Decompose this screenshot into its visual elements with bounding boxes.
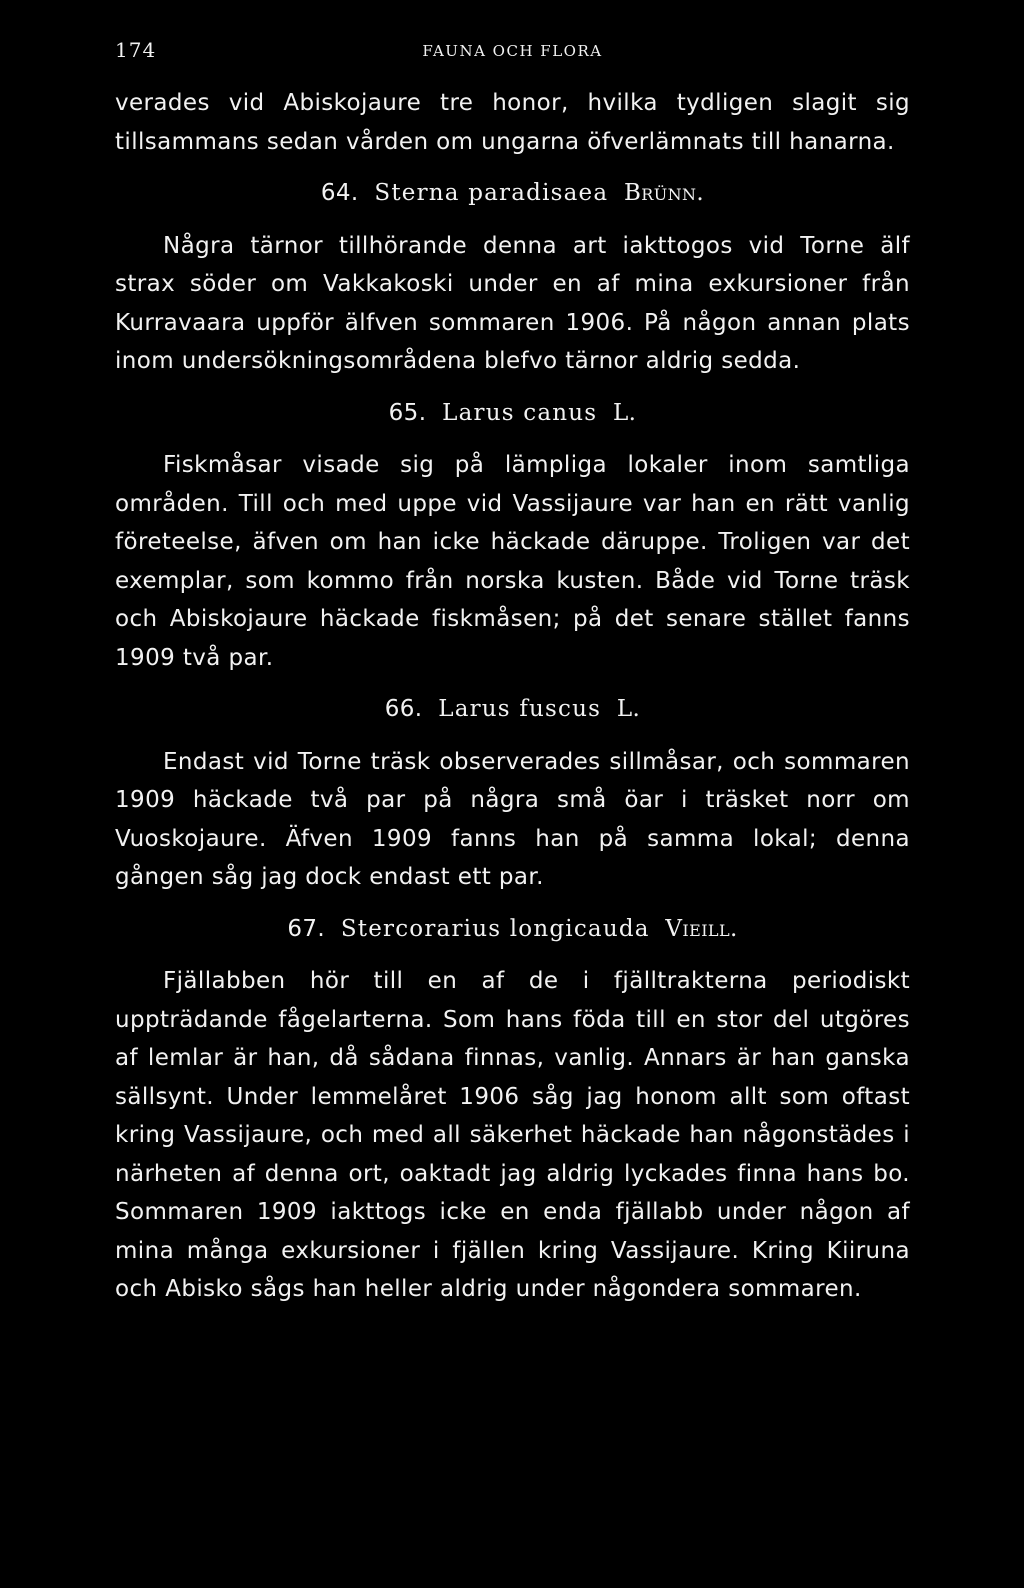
species-number: 64. [320, 180, 359, 206]
species-latin-name: Stercorarius longicauda [340, 915, 650, 942]
species-number: 67. [287, 915, 326, 942]
species-paragraph: Endast vid Torne träsk observerades sillmåsar, och sommaren 1909 häckade två par på några små öar i träsket norr om Vuoskojaure. Äfven 1909 fanns han på samma lokal; denna gången såg jag dock endast ett par. [115, 748, 910, 890]
species-number: 65. [388, 399, 427, 426]
species-paragraph: Några tärnor tillhörande denna art iakttogos vid Torne älf strax söder om Vakkakoski under en af mina exkursioner från Kurravaara uppför älfven sommaren 1906. På någon annan plats inom undersökningsområdena blefvo tärnor aldrig sedda. [115, 232, 910, 374]
page-header [115, 38, 910, 78]
species-author: L. [612, 399, 637, 426]
species-heading [115, 394, 910, 433]
species-heading [115, 690, 910, 729]
species-number: 66. [384, 696, 423, 722]
species-heading [115, 910, 910, 949]
page-number: 174 [115, 38, 157, 62]
species-latin-name: Larus canus [442, 399, 598, 426]
running-head: FAUNA OCH FLORA [422, 42, 603, 60]
species-heading [115, 174, 910, 213]
species-paragraph: Fjällabben hör till en af de i fjälltrakterna periodiskt uppträdande fågelarterna. Som hans föda till en stor del utgöres af lemlar är han, då sådana finnas, vanlig. Annars är han ganska sällsynt. Under lemmelåret 1906 såg jag honom allt som oftast kring Vassijaure, och med all säkerhet häckade han någonstädes i närheten af denna ort, oaktadt jag aldrig lyckades finna hans bo. Sommaren 1909 iakttogs icke en enda fjällabb under någon af mina många exkursioner i fjällen kring Vassijaure. Kring Kiiruna och Abisko sågs han heller aldrig under någondera sommaren. [115, 968, 910, 1302]
species-author: Vieill. [665, 915, 738, 942]
species-entry-65 [115, 394, 910, 678]
species-entry-64 [115, 174, 910, 381]
intro-paragraph: verades vid Abiskojaure tre honor, hvilka tydligen slagit sig tillsammans sedan vården om ungarna öfverlämnats till hanarna. [115, 90, 910, 155]
species-latin-name: Sterna paradisaea [374, 180, 609, 206]
species-paragraph: Fiskmåsar visade sig på lämpliga lokaler inom samtliga områden. Till och med uppe vid Vassijaure var han en rätt vanlig företeelse, äfven om han icke häckade däruppe. Troligen var det exemplar, som kommo från norska kusten. Både vid Torne träsk och Abiskojaure häckade fiskmåsen; på det senare stället fanns 1909 två par. [115, 452, 910, 671]
species-entry-67 [115, 910, 910, 1309]
species-entry-66 [115, 690, 910, 897]
document-page [115, 38, 910, 1309]
species-author: Brünn. [623, 180, 705, 206]
species-latin-name: Larus fuscus [438, 696, 602, 722]
species-author: L. [616, 696, 641, 722]
